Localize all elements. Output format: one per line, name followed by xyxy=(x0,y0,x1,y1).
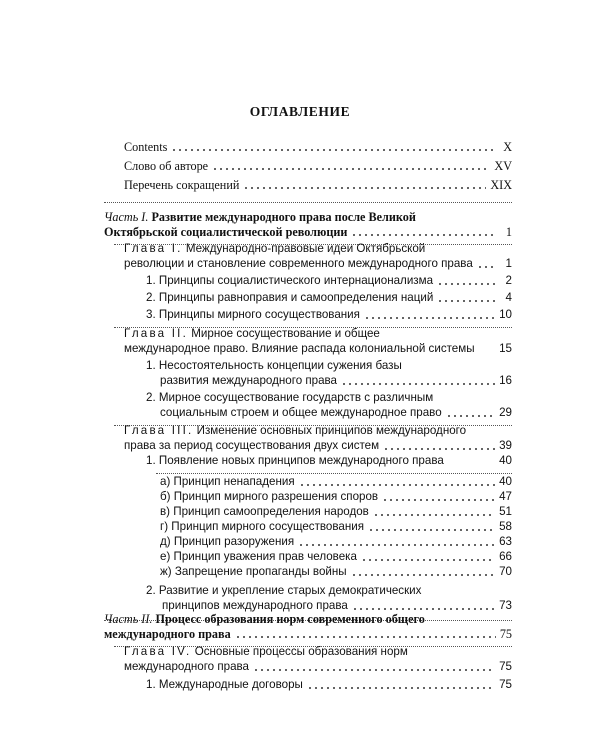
ch4-prefix: Глава IV. xyxy=(124,645,192,658)
leader-dots xyxy=(235,636,496,638)
ch3-heading-line2[interactable] xyxy=(124,439,512,453)
toc-page: X xyxy=(503,140,512,154)
toc-label: Перечень сокращений xyxy=(124,178,240,192)
toc-page: 58 xyxy=(499,520,512,533)
ch1-title-line1: Международно-правовые идеи Октябрьской xyxy=(185,242,426,255)
ch4-heading-line2[interactable] xyxy=(124,660,512,674)
ch1-heading[interactable] xyxy=(124,242,425,256)
toc-page: 73 xyxy=(499,599,512,612)
toc-label: 1. Принципы социалистического интернационализма xyxy=(146,274,434,287)
toc-label: г) Принцип мирного сосуществования xyxy=(160,520,365,533)
part2-title-line1: Процесс образования норм современного общего xyxy=(155,612,425,626)
toc-entry-ch2-2-line1: 2. Мирное сосуществование государств с различным xyxy=(146,391,434,404)
part2-heading[interactable] xyxy=(104,612,425,626)
leader-dots xyxy=(351,574,495,576)
leader-dots xyxy=(361,559,495,561)
ch1-title-line2: революции и становление современного международного права xyxy=(124,257,473,270)
leader-dots xyxy=(437,283,496,285)
toc-label: развития международного права xyxy=(160,374,338,387)
ch2-title-line2: международное право. Влияние распада колониальной системы xyxy=(124,342,475,355)
leader-dots xyxy=(351,234,496,236)
leader-dots xyxy=(382,499,495,501)
leader-dots xyxy=(477,266,496,268)
leader-dots xyxy=(171,149,496,151)
ch2-heading[interactable] xyxy=(124,327,380,341)
ch3-heading[interactable] xyxy=(124,424,466,438)
leader-dots xyxy=(212,168,490,170)
leader-dots xyxy=(368,529,495,531)
toc-entry-ch3-2-line1: 2. Развитие и укрепление старых демократических xyxy=(146,584,422,597)
toc-page: 1 xyxy=(505,225,512,239)
toc-entry-abbreviations[interactable] xyxy=(124,178,512,192)
toc-label: принципов международного права xyxy=(162,599,348,612)
leader-dots xyxy=(253,669,495,671)
section-divider xyxy=(156,473,512,474)
part1-title-line2: Октябрьской социалистической революции xyxy=(104,225,348,239)
toc-page: 15 xyxy=(499,342,512,355)
toc-entry-ch3-1[interactable] xyxy=(146,454,512,468)
toc-label: д) Принцип разоружения xyxy=(160,535,295,548)
leader-space xyxy=(479,351,496,353)
toc-entry-ch2-1-line1: 1. Несостоятельность концепции сужения базы xyxy=(146,359,402,372)
ch1-prefix: Глава I. xyxy=(124,242,183,255)
toc-label: Contents xyxy=(124,140,168,154)
toc-page: XIX xyxy=(490,178,512,192)
toc-entry-ch3-1c[interactable] xyxy=(160,505,512,519)
toc-entry-ch3-1e[interactable] xyxy=(160,535,512,549)
part2-title-line2: международного права xyxy=(104,627,231,641)
page-title: ОГЛАВЛЕНИЕ xyxy=(249,104,351,119)
toc-label: 1. Появление новых принципов международного права xyxy=(146,454,444,467)
toc-entry-contents[interactable] xyxy=(124,140,512,154)
toc-entry-ch4-1[interactable] xyxy=(146,678,512,692)
ch2-title-line1: Мирное сосуществование и общее xyxy=(191,327,380,340)
toc-entry-ch2-1[interactable] xyxy=(160,374,512,388)
ch4-heading[interactable] xyxy=(124,645,408,659)
ch1-heading-line2[interactable] xyxy=(124,257,512,271)
toc-page: 75 xyxy=(499,678,512,691)
toc-page: 47 xyxy=(499,490,512,503)
leader-dots xyxy=(383,448,495,450)
leader-dots xyxy=(437,300,496,302)
toc-label: в) Принцип самоопределения народов xyxy=(160,505,369,518)
toc-entry-ch1-3[interactable] xyxy=(146,308,512,322)
toc-page: 40 xyxy=(499,475,512,488)
leader-space xyxy=(448,463,495,465)
leader-dots xyxy=(243,187,486,189)
part1-heading[interactable] xyxy=(104,210,416,224)
toc-entry-ch3-1a[interactable] xyxy=(160,475,512,489)
ch3-prefix: Глава III. xyxy=(124,424,194,437)
ch2-prefix: Глава II. xyxy=(124,327,189,340)
ch3-title-line1: Изменение основных принципов международного xyxy=(196,424,467,437)
toc-entry-ch3-1f[interactable] xyxy=(160,550,512,564)
toc-page: 70 xyxy=(499,565,512,578)
toc-label: Слово об авторе xyxy=(124,159,209,173)
section-divider xyxy=(104,202,512,203)
toc-label: е) Принцип уважения прав человека xyxy=(160,550,357,563)
toc-entry-ch1-1[interactable] xyxy=(146,274,512,288)
toc-label: а) Принцип ненападения xyxy=(160,475,295,488)
toc-entry-ch1-2[interactable] xyxy=(146,291,512,305)
toc-page: 51 xyxy=(499,505,512,518)
toc-page: 63 xyxy=(499,535,512,548)
toc-page: 10 xyxy=(499,308,512,321)
toc-entry-ch3-1b[interactable] xyxy=(160,490,512,504)
toc-page: 4 xyxy=(505,291,512,304)
ch3-title-line2: права за период сосуществования двух систем xyxy=(124,439,380,452)
toc-entry-ch3-1d[interactable] xyxy=(160,520,512,534)
toc-page: 75 xyxy=(499,660,512,673)
toc-label: ж) Запрещение пропаганды войны xyxy=(160,565,347,578)
ch4-title-line2: международного права xyxy=(124,660,250,673)
leader-dots xyxy=(446,415,495,417)
toc-page: 39 xyxy=(499,439,512,452)
leader-dots xyxy=(352,608,495,610)
part1-prefix: Часть I. xyxy=(104,210,149,224)
toc-entry-ch3-2[interactable] xyxy=(162,599,512,613)
toc-page: XV xyxy=(494,159,512,173)
leader-dots xyxy=(341,383,495,385)
toc-entry-ch2-2[interactable] xyxy=(160,406,512,420)
toc-entry-ch3-1g[interactable] xyxy=(160,565,512,579)
part1-title-line1: Развитие международного права после Великой xyxy=(151,210,416,224)
ch4-title-line1: Основные процессы образования норм xyxy=(194,645,408,658)
leader-dots xyxy=(364,317,495,319)
toc-label: социальным строем и общее международное право xyxy=(160,406,442,419)
part2-heading-line2[interactable] xyxy=(104,627,512,641)
toc-page: 29 xyxy=(499,406,512,419)
toc-page: 2 xyxy=(505,274,512,287)
toc-page: 75 xyxy=(499,627,512,641)
ch2-heading-line2[interactable] xyxy=(124,342,512,356)
toc-page: 40 xyxy=(499,454,512,467)
leader-dots xyxy=(373,514,495,516)
toc-label: 1. Международные договоры xyxy=(146,678,303,691)
toc-label: б) Принцип мирного разрешения споров xyxy=(160,490,379,503)
leader-dots xyxy=(298,544,495,546)
toc-label: 2. Принципы равноправия и самоопределения наций xyxy=(146,291,434,304)
leader-dots xyxy=(307,687,495,689)
toc-label: 3. Принципы мирного сосуществования xyxy=(146,308,360,321)
leader-dots xyxy=(299,484,495,486)
toc-page: 66 xyxy=(499,550,512,563)
toc-page: 16 xyxy=(499,374,512,387)
part2-prefix: Часть II. xyxy=(104,612,153,626)
toc-page: 1 xyxy=(505,257,512,270)
toc-entry-about-author[interactable] xyxy=(124,159,512,173)
part1-heading-line2[interactable] xyxy=(104,225,512,239)
